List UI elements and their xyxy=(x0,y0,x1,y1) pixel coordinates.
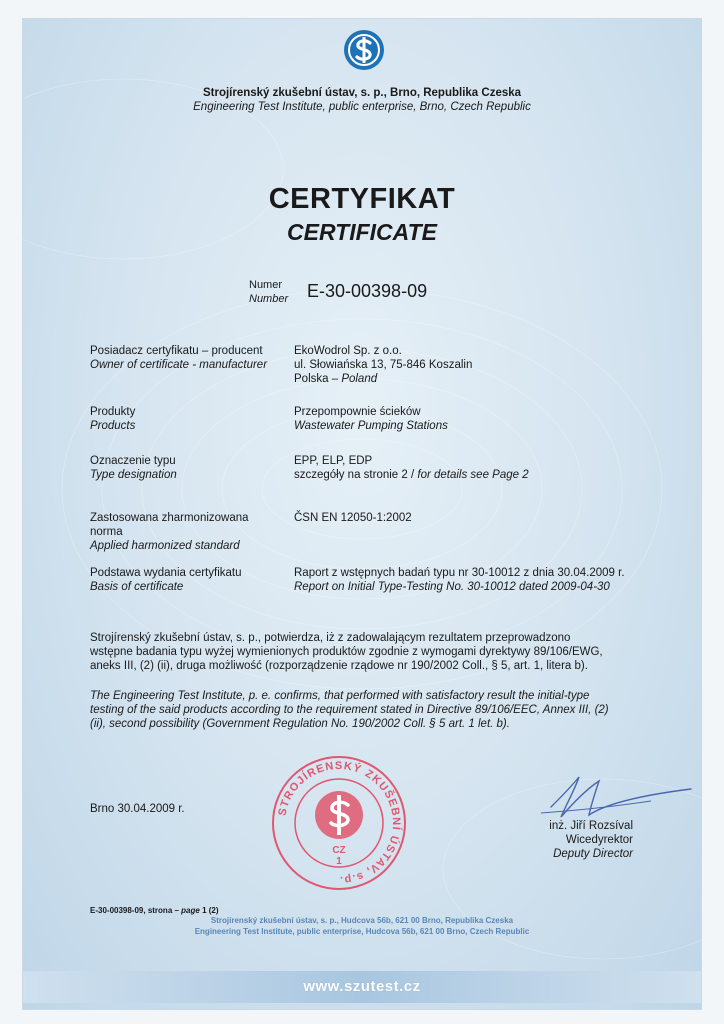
standard-value: ČSN EN 12050-1:2002 xyxy=(294,512,412,524)
products-value xyxy=(294,405,694,433)
owner-label-pl: Posiadacz certyfikatu – producent xyxy=(90,345,263,357)
signatory-name: inż. Jiří Rozsíval xyxy=(549,820,633,832)
stamp-text-path: STROJÍRENSKÝ ZKUŠEBNÍ ÚSTAV, s.p. xyxy=(276,759,403,887)
standard-label-pl-1: Zastosowana zharmonizowana xyxy=(90,512,249,524)
owner-company: EkoWodrol Sp. z o.o. xyxy=(294,345,402,357)
type-designations: EPP, ELP, EDP xyxy=(294,455,373,467)
footer-ref-page: page xyxy=(181,906,200,915)
institute-name-cz: Strojírenský zkušební ústav, s. p., Brno, Republika Czeska xyxy=(202,87,522,99)
certificate-number: E-30-00398-09 xyxy=(307,281,428,301)
stamp-code: CZ xyxy=(332,845,346,856)
owner-country xyxy=(294,372,694,386)
basis-value-en: Report on Initial Type-Testing No. 30-10012 dated 2009-04-30 xyxy=(294,581,610,593)
statement-pl-line: aneks III, (2) (ii), druga możliwość (rozporządzenie rządowe nr 190/2002 Coll., § 5, art. 1, litera b). xyxy=(90,660,588,672)
handwritten-signature xyxy=(531,767,701,827)
statement-en-line: The Engineering Test Institute, p. e. confirms, that performed with satisfactory result the initial-type xyxy=(90,690,590,702)
footer-address-cz: Strojírenský zkušební ústav, s. p., Hudcova 56b, 621 00 Brno, Republika Czeska xyxy=(210,916,514,925)
products-value-pl: Przepompownie ścieków xyxy=(294,406,421,418)
basis-value-pl: Raport z wstępnych badań typu nr 30-10012 z dnia 30.04.2009 r. xyxy=(294,567,625,579)
stamp-number: 1 xyxy=(336,856,342,867)
basis-label xyxy=(90,566,295,594)
type-details-en: for details see Page 2 xyxy=(417,469,529,481)
type-label-en: Type designation xyxy=(90,469,177,481)
standard-label-en: Applied harmonized standard xyxy=(90,540,240,552)
type-label-pl: Oznaczenie typu xyxy=(90,455,176,467)
basis-value xyxy=(294,566,694,594)
signatory-block xyxy=(503,819,633,861)
statement-pl-line: Strojírenský zkušební ústav, s. p., potwierdza, iż z zadowalającym rezultatem przeprowadzono xyxy=(90,632,571,644)
owner-country-en: Poland xyxy=(341,373,378,385)
official-stamp xyxy=(269,753,409,893)
footer-ref-suffix: 1 (2) xyxy=(199,906,219,915)
basis-label-en: Basis of certificate xyxy=(90,581,184,593)
signatory-title-en: Deputy Director xyxy=(553,848,633,860)
signatory-title-pl: Wicedyrektor xyxy=(565,834,633,846)
type-value xyxy=(294,454,694,482)
owner-value xyxy=(294,344,694,386)
footer-reference xyxy=(90,906,219,915)
products-label-en: Products xyxy=(90,420,136,432)
standard-label-pl-2: norma xyxy=(90,526,123,538)
number-label-en: Number xyxy=(249,293,289,305)
basis-label-pl: Podstawa wydania certyfikatu xyxy=(90,567,242,579)
standard-label xyxy=(90,511,295,553)
certificate-title: CERTYFIKAT xyxy=(268,183,456,215)
szu-logo-icon xyxy=(343,29,385,71)
issue-date: Brno 30.04.2009 r. xyxy=(90,803,185,815)
owner-country-pl: Polska – xyxy=(294,373,342,385)
products-value-en: Wastewater Pumping Stations xyxy=(294,420,448,432)
type-details-note xyxy=(294,468,694,482)
certificate-subtitle: CERTIFICATE xyxy=(287,219,437,245)
number-label xyxy=(249,278,288,306)
type-label xyxy=(90,454,295,482)
type-details-pl: szczegóły na stronie 2 / xyxy=(294,469,418,481)
statement-pl xyxy=(90,631,650,673)
products-label xyxy=(90,405,295,433)
owner-address: ul. Słowiańska 13, 75-846 Koszalin xyxy=(294,359,473,371)
owner-label xyxy=(90,344,295,372)
statement-pl-line: wstępne badania typu wyżej wymienionych produktów zgodnie z wymogami dyrektywy 89/106/EWG, xyxy=(90,646,603,658)
statement-en-line: testing of the said products according to the requirement stated in Directive 89/106/EEC, Annex III, (2) xyxy=(90,704,609,716)
website-link[interactable]: www.szutest.cz xyxy=(303,978,421,995)
footer-address-en: Engineering Test Institute, public enterprise, Hudcova 56b, 621 00 Brno, Czech Republic xyxy=(194,927,530,936)
footer-ref-prefix: E-30-00398-09, strona – xyxy=(90,906,182,915)
owner-label-en: Owner of certificate - manufacturer xyxy=(90,359,268,371)
institute-name-en: Engineering Test Institute, public enterprise, Brno, Czech Republic xyxy=(193,101,531,113)
products-label-pl: Produkty xyxy=(90,406,136,418)
statement-en-line: (ii), second possibility (Government Regulation No. 190/2002 Coll. § 5 art. 1 let. b). xyxy=(90,718,510,730)
number-label-pl: Numer xyxy=(249,279,283,291)
statement-en xyxy=(90,689,650,731)
certificate-page xyxy=(22,18,702,1010)
